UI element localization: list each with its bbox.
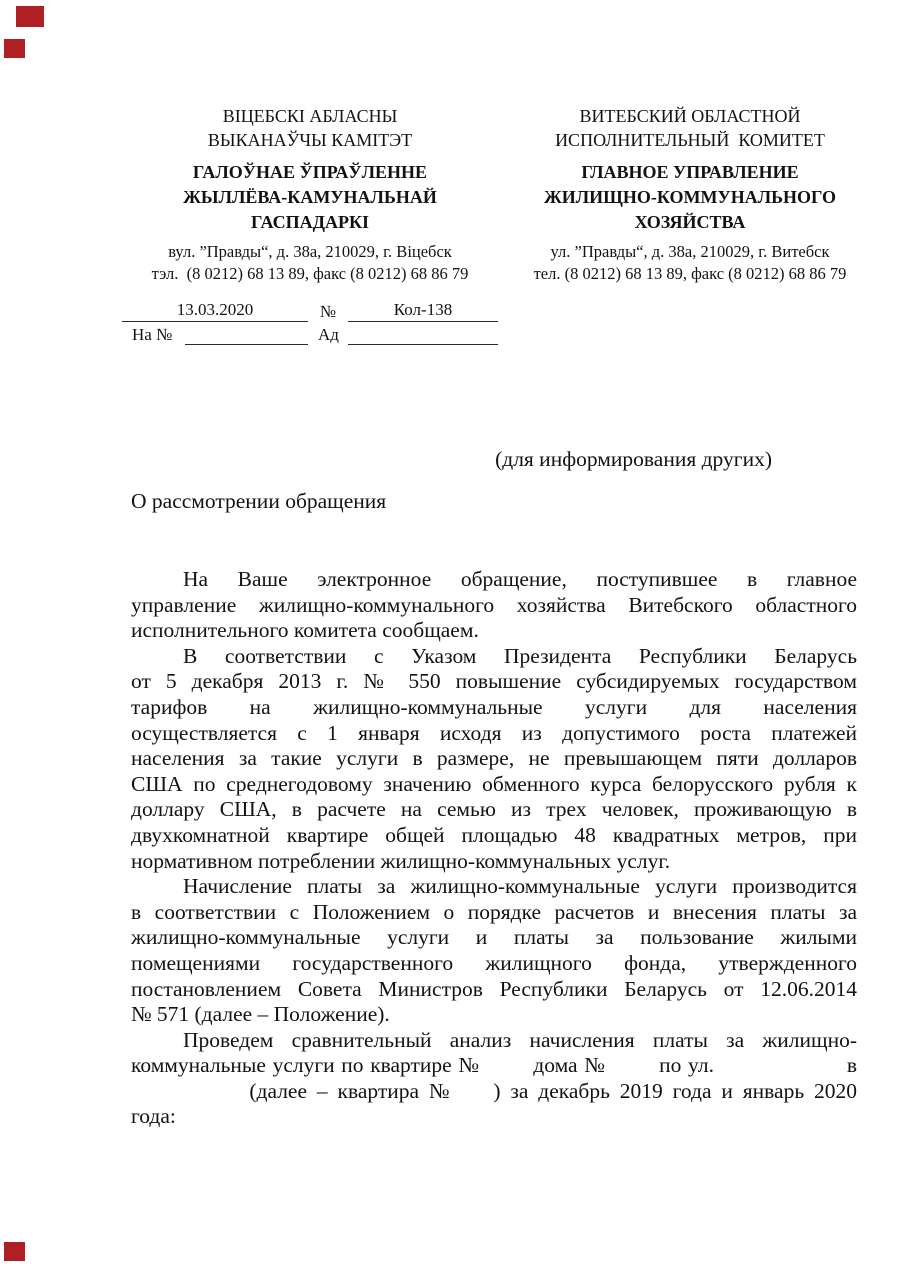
letterhead bbox=[120, 104, 880, 285]
paragraph2-line: доллару США, в расчете на семью из трех человек, проживающую в bbox=[131, 797, 857, 822]
paragraph2-line: нормативном потреблении жилищно-коммунальных услуг. bbox=[131, 848, 671, 873]
dept-ru-line2: ЖИЛИЩНО-КОММУНАЛЬНОГО bbox=[543, 187, 837, 207]
paragraph3-line: постановлением Совета Министров Республики Беларусь от 12.06.2014 bbox=[131, 976, 857, 1001]
paragraph3-line: помещениями государственного жилищного фонда, утвержденного bbox=[131, 950, 857, 975]
paragraph2-line: США по среднегодовому значению обменного курса белорусского рубля к bbox=[131, 771, 857, 796]
paragraph4-line: года: bbox=[131, 1104, 176, 1129]
from-label: Ад bbox=[318, 325, 339, 344]
paragraph3-line: № 571 (далее – Положение). bbox=[131, 1002, 390, 1027]
org-name-by-line1: ВІЦЕБСКІ АБЛАСНЫ bbox=[222, 106, 398, 126]
paragraph4-line: Проведем сравнительный анализ начисления платы за жилищно- bbox=[183, 1027, 857, 1052]
outgoing-number-field: Кол-138 bbox=[348, 300, 498, 322]
org-name-ru-line1: ВИТЕБСКИЙ ОБЛАСТНОЙ bbox=[579, 106, 801, 126]
for-info-note: (для информирования других) bbox=[495, 447, 772, 471]
paragraph2-line: от 5 декабря 2013 г. № 550 повышение субсидируемых государством bbox=[131, 669, 857, 694]
letter-subject: О рассмотрении обращения bbox=[131, 489, 387, 513]
paragraph1-line: исполнительного комитета сообщаем. bbox=[131, 618, 479, 643]
paragraph4-line-redacted: коммунальные услуги по квартире № дома № по ул. в bbox=[131, 1053, 857, 1078]
paragraph2-line: двухкомнатной квартире общей площадью 48 квадратных метров, при bbox=[131, 822, 857, 847]
paragraph1-line: управление жилищно-коммунального хозяйства Витебского областного bbox=[131, 592, 857, 617]
org-name-ru-line2: ИСПОЛНИТЕЛЬНЫЙ КОМИТЕТ bbox=[555, 130, 825, 150]
reference-row-incoming bbox=[122, 322, 502, 345]
paragraph3-line: Начисление платы за жилищно-коммунальные услуги производится bbox=[183, 874, 857, 899]
letter-content bbox=[131, 446, 857, 1130]
reference-row-outgoing bbox=[122, 299, 502, 322]
paragraph3-line: в соответствии с Положением о порядке расчетов и внесения платы за bbox=[131, 899, 857, 924]
dept-by-line3: ГАСПАДАРКІ bbox=[250, 212, 370, 232]
org-name-by-line2: ВЫКАНАЎЧЫ КАМІТЭТ bbox=[207, 130, 413, 150]
red-annotation-mark-upper-left bbox=[4, 39, 25, 58]
reference-block bbox=[122, 299, 502, 345]
address-by-line1: вул. ”Правды“, д. 38а, 210029, г. Віцебск bbox=[168, 242, 452, 261]
address-ru bbox=[500, 241, 880, 285]
paragraph2-line: тарифов на жилищно-коммунальные услуги для населения bbox=[131, 694, 857, 719]
paragraph2-line: населения за такие услуги в размере, не превышающем пяти долларов bbox=[131, 746, 857, 771]
department-name-ru bbox=[500, 160, 880, 235]
dept-ru-line1: ГЛАВНОЕ УПРАВЛЕНИЕ bbox=[581, 162, 799, 182]
paragraph2-line: В соответствии с Указом Президента Республики Беларусь bbox=[183, 643, 857, 668]
from-field bbox=[348, 323, 498, 345]
phone-by-line: тэл. (8 0212) 68 13 89, факс (8 0212) 68 86 79 bbox=[151, 264, 469, 283]
incoming-number-label: На № bbox=[132, 325, 173, 344]
dept-ru-line3: ХОЗЯЙСТВА bbox=[634, 212, 746, 232]
letterhead-right-column bbox=[500, 104, 880, 285]
red-annotation-mark-top bbox=[16, 6, 44, 27]
paragraph3-line: жилищно-коммунальные услуги и платы за пользование жилыми bbox=[131, 925, 857, 950]
number-sign-label: № bbox=[319, 302, 337, 321]
dept-by-line2: ЖЫЛЛЁВА-КАМУНАЛЬНАЙ bbox=[183, 187, 437, 207]
outgoing-date-field: 13.03.2020 bbox=[122, 300, 308, 322]
paragraph2-line: осуществляется с 1 января исходя из допустимого роста платежей bbox=[131, 720, 857, 745]
dept-by-line1: ГАЛОЎНАЕ ЎПРАЎЛЕННЕ bbox=[192, 162, 428, 182]
red-annotation-mark-bottom-left bbox=[4, 1242, 25, 1261]
paragraph1-line: На Ваше электронное обращение, поступившее в главное bbox=[183, 567, 857, 591]
address-ru-line1: ул. ”Правды“, д. 38а, 210029, г. Витебск bbox=[550, 242, 830, 261]
department-name-by bbox=[120, 160, 500, 235]
paragraph4-line-redacted: (далее – квартира № ) за декабрь 2019 года и январь 2020 bbox=[131, 1078, 857, 1103]
phone-ru-line: тел. (8 0212) 68 13 89, факс (8 0212) 68 86 79 bbox=[533, 264, 847, 283]
letterhead-left-column bbox=[120, 104, 500, 285]
letter-body bbox=[131, 567, 857, 1130]
incoming-number-field bbox=[185, 323, 308, 345]
address-by bbox=[120, 241, 500, 285]
